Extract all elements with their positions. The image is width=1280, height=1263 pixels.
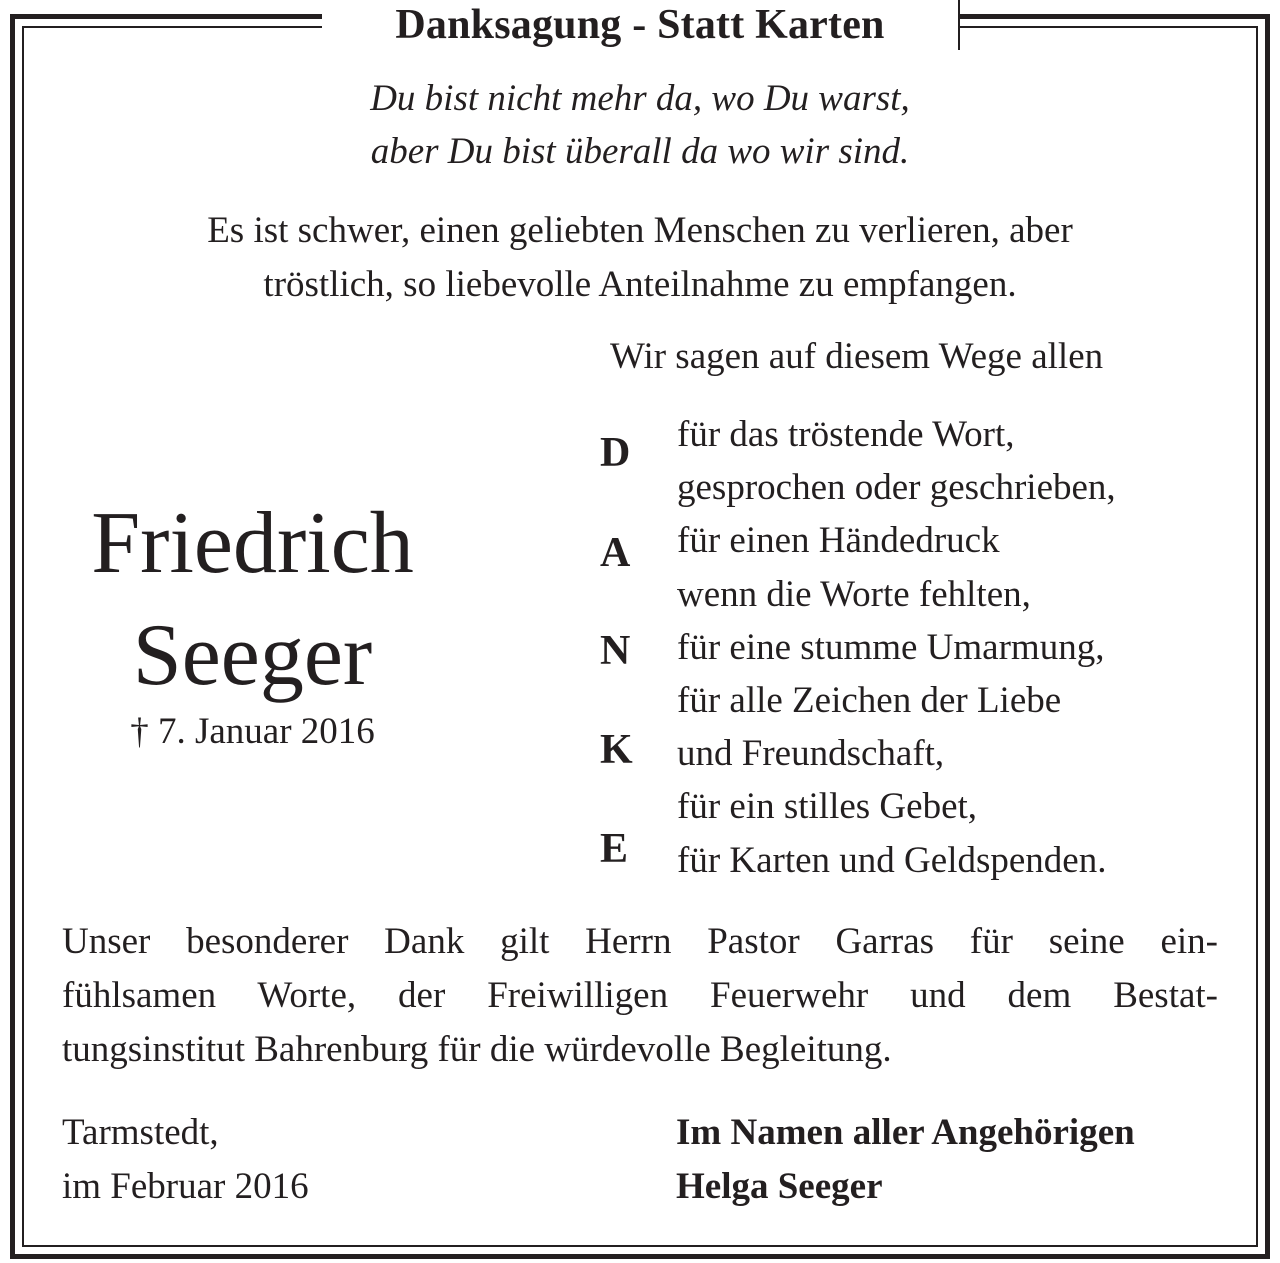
thanks-line: wenn die Worte fehlten, <box>677 573 1031 615</box>
poem-line: Du bist nicht mehr da, wo Du warst, <box>370 78 910 119</box>
deceased-last-name: Seeger <box>132 607 373 704</box>
danke-letter: K <box>600 727 633 773</box>
poem-line: aber Du bist überall da wo wir sind. <box>370 131 910 172</box>
thanks-line: für das tröstende Wort, <box>677 414 1015 455</box>
deceased-block <box>40 488 465 756</box>
heading: Danksagung - Statt Karten <box>395 2 885 48</box>
thanks-line: für Karten und Geldspenden. <box>677 839 1107 881</box>
intro-text <box>0 204 1280 312</box>
intro-line: Es ist schwer, einen geliebten Menschen zu verlieren, aber <box>207 210 1073 251</box>
thanks-line: gesprochen oder geschrieben, <box>677 467 1116 509</box>
date: im Februar 2016 <box>62 1166 309 1207</box>
thanks-line: für alle Zeichen der Liebe <box>677 679 1062 721</box>
place-date <box>62 1106 309 1214</box>
thanks-line: für einen Händedruck <box>677 520 1000 562</box>
thanks-line: und Freundschaft, <box>677 733 945 775</box>
danke-letter: D <box>600 430 631 476</box>
danke-letter: A <box>600 530 631 576</box>
special-thanks <box>62 915 1218 1077</box>
deceased-first-name: Friedrich <box>91 495 414 592</box>
danke-letter: N <box>600 628 631 674</box>
special-thanks-line: tungsinstitut Bahrenburg für die würdevolle Begleitung. <box>62 1029 892 1070</box>
thanks-line: für eine stumme Umarmung, <box>677 626 1105 668</box>
signature <box>676 1106 1135 1214</box>
heading-box <box>322 0 960 50</box>
thanks-list <box>677 408 1116 887</box>
signature-name: Helga Seeger <box>676 1166 883 1207</box>
special-thanks-line: fühlsamen Worte, der Freiwilligen Feuerwehr und dem Bestat- <box>62 975 1218 1016</box>
special-thanks-line: Unser besonderer Dank gilt Herrn Pastor Garras für seine ein- <box>62 921 1218 962</box>
death-date: † 7. Januar 2016 <box>130 711 375 752</box>
poem <box>0 72 1280 178</box>
thanks-line: für ein stilles Gebet, <box>677 786 978 828</box>
intro-line: tröstlich, so liebevolle Anteilnahme zu empfangen. <box>263 264 1017 305</box>
signature-line: Im Namen aller Angehörigen <box>676 1112 1135 1153</box>
danke-letter: E <box>600 826 629 872</box>
place: Tarmstedt, <box>62 1112 219 1153</box>
greeting: Wir sagen auf diesem Wege allen <box>610 336 1104 377</box>
